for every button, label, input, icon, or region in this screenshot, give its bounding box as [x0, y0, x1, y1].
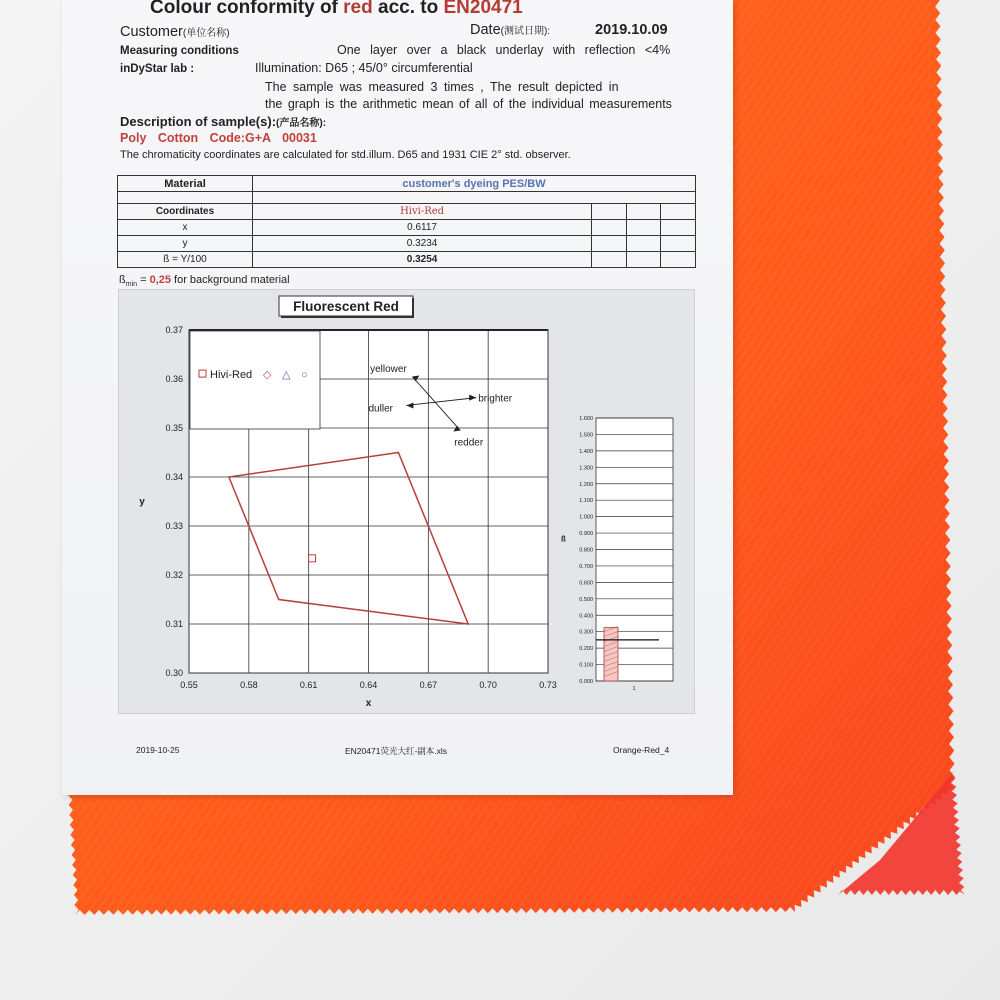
- x-tick-label: 0.61: [299, 680, 318, 690]
- annotation-duller: duller: [368, 403, 393, 415]
- row-label: x: [118, 220, 253, 236]
- x-tick-label: 0.55: [180, 680, 198, 690]
- beta-min-note: $ß_{min} = 0,25$ for background material: [119, 274, 290, 289]
- x-tick-label: 0.58: [240, 680, 258, 690]
- bar-y-tick-label: 0.000: [579, 679, 593, 685]
- sample-column-label: Hivi-Red: [253, 204, 592, 220]
- measurement-table: [117, 175, 696, 268]
- bar-y-tick-label: 0.500: [579, 596, 593, 603]
- footer-date: 2019-10-25: [136, 745, 180, 755]
- bar-y-tick-label: 0.300: [579, 629, 593, 636]
- coordinates-label: Coordinates: [118, 204, 253, 220]
- y-tick-label: 0.30: [165, 668, 183, 678]
- y-tick-label: 0.36: [165, 374, 183, 384]
- x-axis-label: x: [365, 698, 372, 709]
- measuring-conditions-value: One layer over a black underlay with reflection <4%: [337, 43, 671, 57]
- measuring-conditions-label: Measuring conditions: [120, 45, 239, 57]
- x-tick-label: 0.64: [359, 680, 378, 690]
- bar-y-tick-label: 0.900: [579, 531, 593, 538]
- measurement-note-line-2: the graph is the arithmetic mean of all of the individual measurements: [265, 97, 672, 111]
- y-tick-label: 0.35: [165, 423, 183, 433]
- bar-y-tick-label: 0.400: [579, 613, 593, 620]
- charts-svg: [119, 290, 696, 715]
- bar-y-tick-label: 0.700: [579, 563, 593, 570]
- bar-y-tick-label: 1.300: [579, 465, 593, 472]
- annotation-redder: redder: [454, 437, 484, 449]
- x-tick-label: 0.70: [479, 680, 497, 690]
- illumination-text: Illumination: D65 ; 45/0° circumferential: [255, 61, 473, 75]
- legend-symbol: △: [282, 369, 291, 382]
- annotation-yellower: yellower: [370, 364, 407, 376]
- row-label: y: [118, 236, 253, 252]
- table-row: [118, 204, 696, 220]
- y-tick-label: 0.31: [165, 619, 183, 629]
- table-row: [118, 252, 696, 268]
- bar-y-tick-label: 1.600: [579, 416, 593, 422]
- y-tick-label: 0.34: [165, 472, 183, 482]
- footer-sheet-name: Orange-Red_4: [613, 745, 670, 755]
- bar-y-tick-label: 1.500: [579, 432, 593, 439]
- legend-symbol: ◇: [263, 369, 272, 382]
- description-label: Description of sample(s):(产品名称):: [120, 114, 327, 129]
- bar-y-tick-label: 0.600: [579, 580, 593, 587]
- row-value: 0.6117: [253, 220, 592, 236]
- bar-y-tick-label: 1.100: [579, 498, 593, 505]
- bar-category-label: 1: [632, 686, 636, 692]
- table-header-row: [118, 176, 696, 192]
- row-label: ß = Y/100: [118, 252, 253, 268]
- y-tick-label: 0.33: [165, 521, 183, 531]
- y-tick-label: 0.37: [165, 325, 183, 335]
- chart-panel: [118, 289, 695, 714]
- footer-filename: EN20471荧光大红-副本.xls: [345, 746, 448, 756]
- lab-label: inDyStar lab :: [120, 63, 195, 75]
- x-tick-label: 0.67: [419, 680, 438, 690]
- y-tick-label: 0.32: [165, 570, 183, 580]
- date-label: Date(测试日期):: [470, 22, 551, 38]
- row-value: 0.3254: [253, 252, 592, 268]
- chromaticity-note: The chromaticity coordinates are calculated for std.illum. D65 and 1931 CIE 2° std. observer.: [120, 149, 571, 161]
- table-row: [118, 220, 696, 236]
- legend-symbol: ○: [301, 369, 308, 382]
- chart-title: Fluorescent Red: [293, 299, 399, 314]
- beta-bar: [604, 628, 618, 681]
- x-tick-label: 0.73: [539, 680, 557, 690]
- report-title: Colour conformity of red acc. to EN20471: [150, 0, 523, 18]
- sample-name: Poly Cotton Code:G+A 00031: [120, 131, 317, 145]
- y-axis-label: y: [139, 496, 145, 508]
- bar-y-tick-label: 0.800: [579, 547, 593, 554]
- table-row: [118, 192, 696, 204]
- annotation-brighter: brighter: [478, 393, 513, 405]
- test-report-sheet: [62, 0, 733, 795]
- bar-y-tick-label: 1.200: [579, 481, 593, 488]
- bar-y-tick-label: 0.200: [579, 646, 593, 653]
- date-value: 2019.10.09: [595, 22, 668, 38]
- bar-y-axis-label: ß: [561, 534, 566, 544]
- customer-label: Customer(单位名称): [120, 24, 230, 40]
- measurement-note-line-1: The sample was measured 3 times , The result depicted in: [265, 80, 619, 94]
- table-row: [118, 236, 696, 252]
- header-material: Material: [118, 176, 253, 192]
- legend-series-name: Hivi-Red: [210, 369, 253, 382]
- header-dyeing: customer's dyeing PES/BW: [253, 176, 696, 192]
- bar-y-tick-label: 0.100: [579, 662, 593, 669]
- bar-y-tick-label: 1.000: [579, 514, 593, 521]
- bar-y-tick-label: 1.400: [579, 448, 593, 455]
- row-value: 0.3234: [253, 236, 592, 252]
